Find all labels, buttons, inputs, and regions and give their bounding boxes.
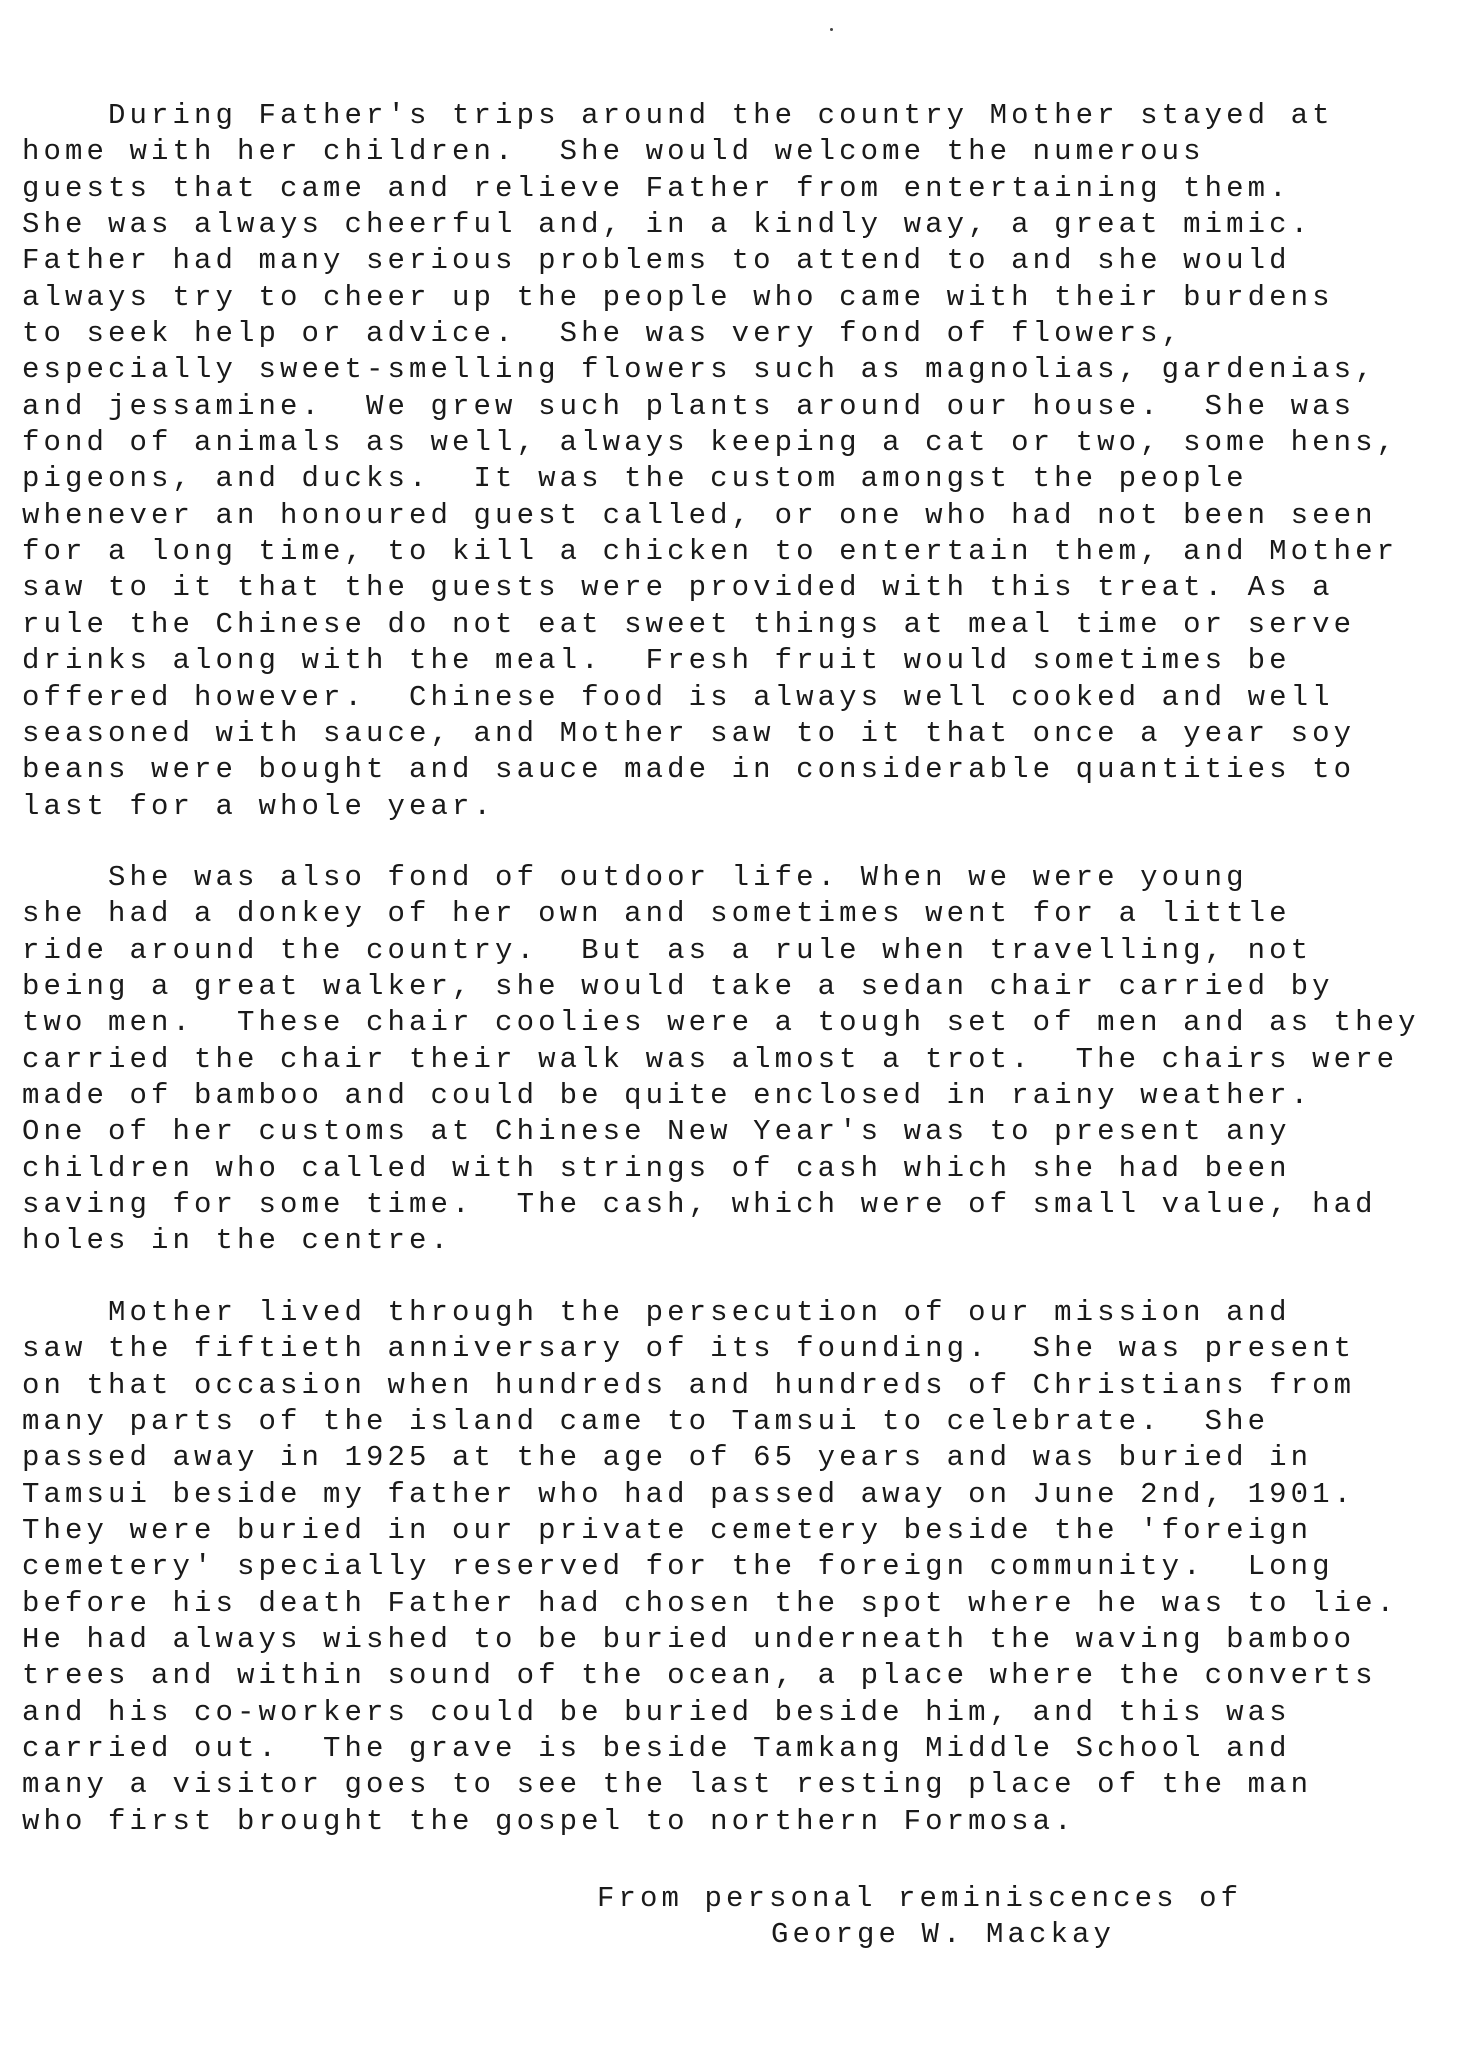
text-line: made of bamboo and could be quite enclosed in rainy weather. — [22, 1079, 1313, 1113]
text-line: last for a whole year. — [22, 789, 496, 823]
text-line: rule the Chinese do not eat sweet things at meal time or serve — [22, 607, 1356, 641]
text-line: she had a donkey of her own and sometimes went for a little — [22, 897, 1291, 931]
text-line: They were buried in our private cemetery beside the 'foreign — [22, 1514, 1313, 1548]
text-line: who first brought the gospel to northern Formosa. — [22, 1804, 1076, 1838]
text-line: She was also fond of outdoor life. When we were young — [22, 861, 1248, 894]
text-line: passed away in 1925 at the age of 65 years and was buried in — [22, 1441, 1313, 1475]
text-line: During Father's trips around the country Mother stayed at — [22, 99, 1334, 132]
text-line: ride around the country. But as a rule when travelling, not — [22, 933, 1313, 967]
text-line: and jessamine. We grew such plants around our house. She was — [22, 389, 1356, 423]
text-line: whenever an honoured guest called, or one who had not been seen — [22, 498, 1377, 532]
text-line: He had always wished to be buried underneath the waving bamboo — [22, 1623, 1356, 1657]
text-line: children who called with strings of cash which she had been — [22, 1151, 1291, 1185]
attribution-author: George W. Mackay — [771, 1918, 1116, 1951]
text-line: many a visitor goes to see the last resting place of the man — [22, 1768, 1313, 1802]
text-line: One of her customs at Chinese New Year's was to present any — [22, 1115, 1291, 1149]
text-line: on that occasion when hundreds and hundreds of Christians from — [22, 1368, 1356, 1402]
text-line: Mother lived through the persecution of our mission and — [22, 1296, 1291, 1329]
text-line: many parts of the island came to Tamsui to celebrate. She — [22, 1405, 1270, 1439]
text-line: holes in the centre. — [22, 1224, 453, 1258]
text-line: Father had many serious problems to attend to and she would — [22, 244, 1291, 278]
text-line: fond of animals as well, always keeping a cat or two, some hens, — [22, 426, 1399, 460]
text-line: always try to cheer up the people who came with their burdens — [22, 280, 1334, 314]
paragraph-mother-at-home — [22, 98, 1452, 825]
text-line: guests that came and relieve Father from entertaining them. — [22, 171, 1291, 205]
text-line: saw to it that the guests were provided with this treat. As a — [22, 571, 1334, 605]
text-line: saw the fiftieth anniversary of its founding. She was present — [22, 1332, 1356, 1366]
text-line: for a long time, to kill a chicken to entertain them, and Mother — [22, 535, 1399, 569]
text-line: being a great walker, she would take a sedan chair carried by — [22, 970, 1334, 1004]
text-line: cemetery' specially reserved for the foreign community. Long — [22, 1550, 1334, 1584]
attribution-source: From personal reminiscences of — [597, 1882, 1243, 1915]
text-line: home with her children. She would welcome the numerous — [22, 135, 1205, 169]
scan-speck — [830, 28, 833, 31]
text-line: trees and within sound of the ocean, a place where the converts — [22, 1659, 1377, 1693]
text-line: and his co-workers could be buried beside him, and this was — [22, 1695, 1291, 1729]
text-line: especially sweet-smelling flowers such as magnolias, gardenias, — [22, 353, 1377, 387]
text-line: two men. These chair coolies were a tough set of men and as they — [22, 1006, 1420, 1040]
text-line: carried out. The grave is beside Tamkang Middle School and — [22, 1732, 1291, 1766]
text-line: Tamsui beside my father who had passed away on June 2nd, 1901. — [22, 1477, 1356, 1511]
text-line: She was always cheerful and, in a kindly way, a great mimic. — [22, 208, 1313, 242]
text-line: offered however. Chinese food is always well cooked and well — [22, 680, 1334, 714]
text-line: beans were bought and sauce made in considerable quantities to — [22, 753, 1356, 787]
text-line: before his death Father had chosen the spot where he was to lie. — [22, 1586, 1399, 1620]
paragraph-outdoor-life — [22, 860, 1452, 1260]
text-line: to seek help or advice. She was very fond of flowers, — [22, 317, 1184, 351]
text-line: seasoned with sauce, and Mother saw to it that once a year soy — [22, 716, 1356, 750]
paragraph-persecution-and-burial — [22, 1295, 1452, 1840]
text-line: carried the chair their walk was almost a trot. The chairs were — [22, 1042, 1399, 1076]
text-line: saving for some time. The cash, which were of small value, had — [22, 1188, 1377, 1222]
text-line: pigeons, and ducks. It was the custom amongst the people — [22, 462, 1248, 496]
text-line: drinks along with the meal. Fresh fruit would sometimes be — [22, 644, 1291, 678]
